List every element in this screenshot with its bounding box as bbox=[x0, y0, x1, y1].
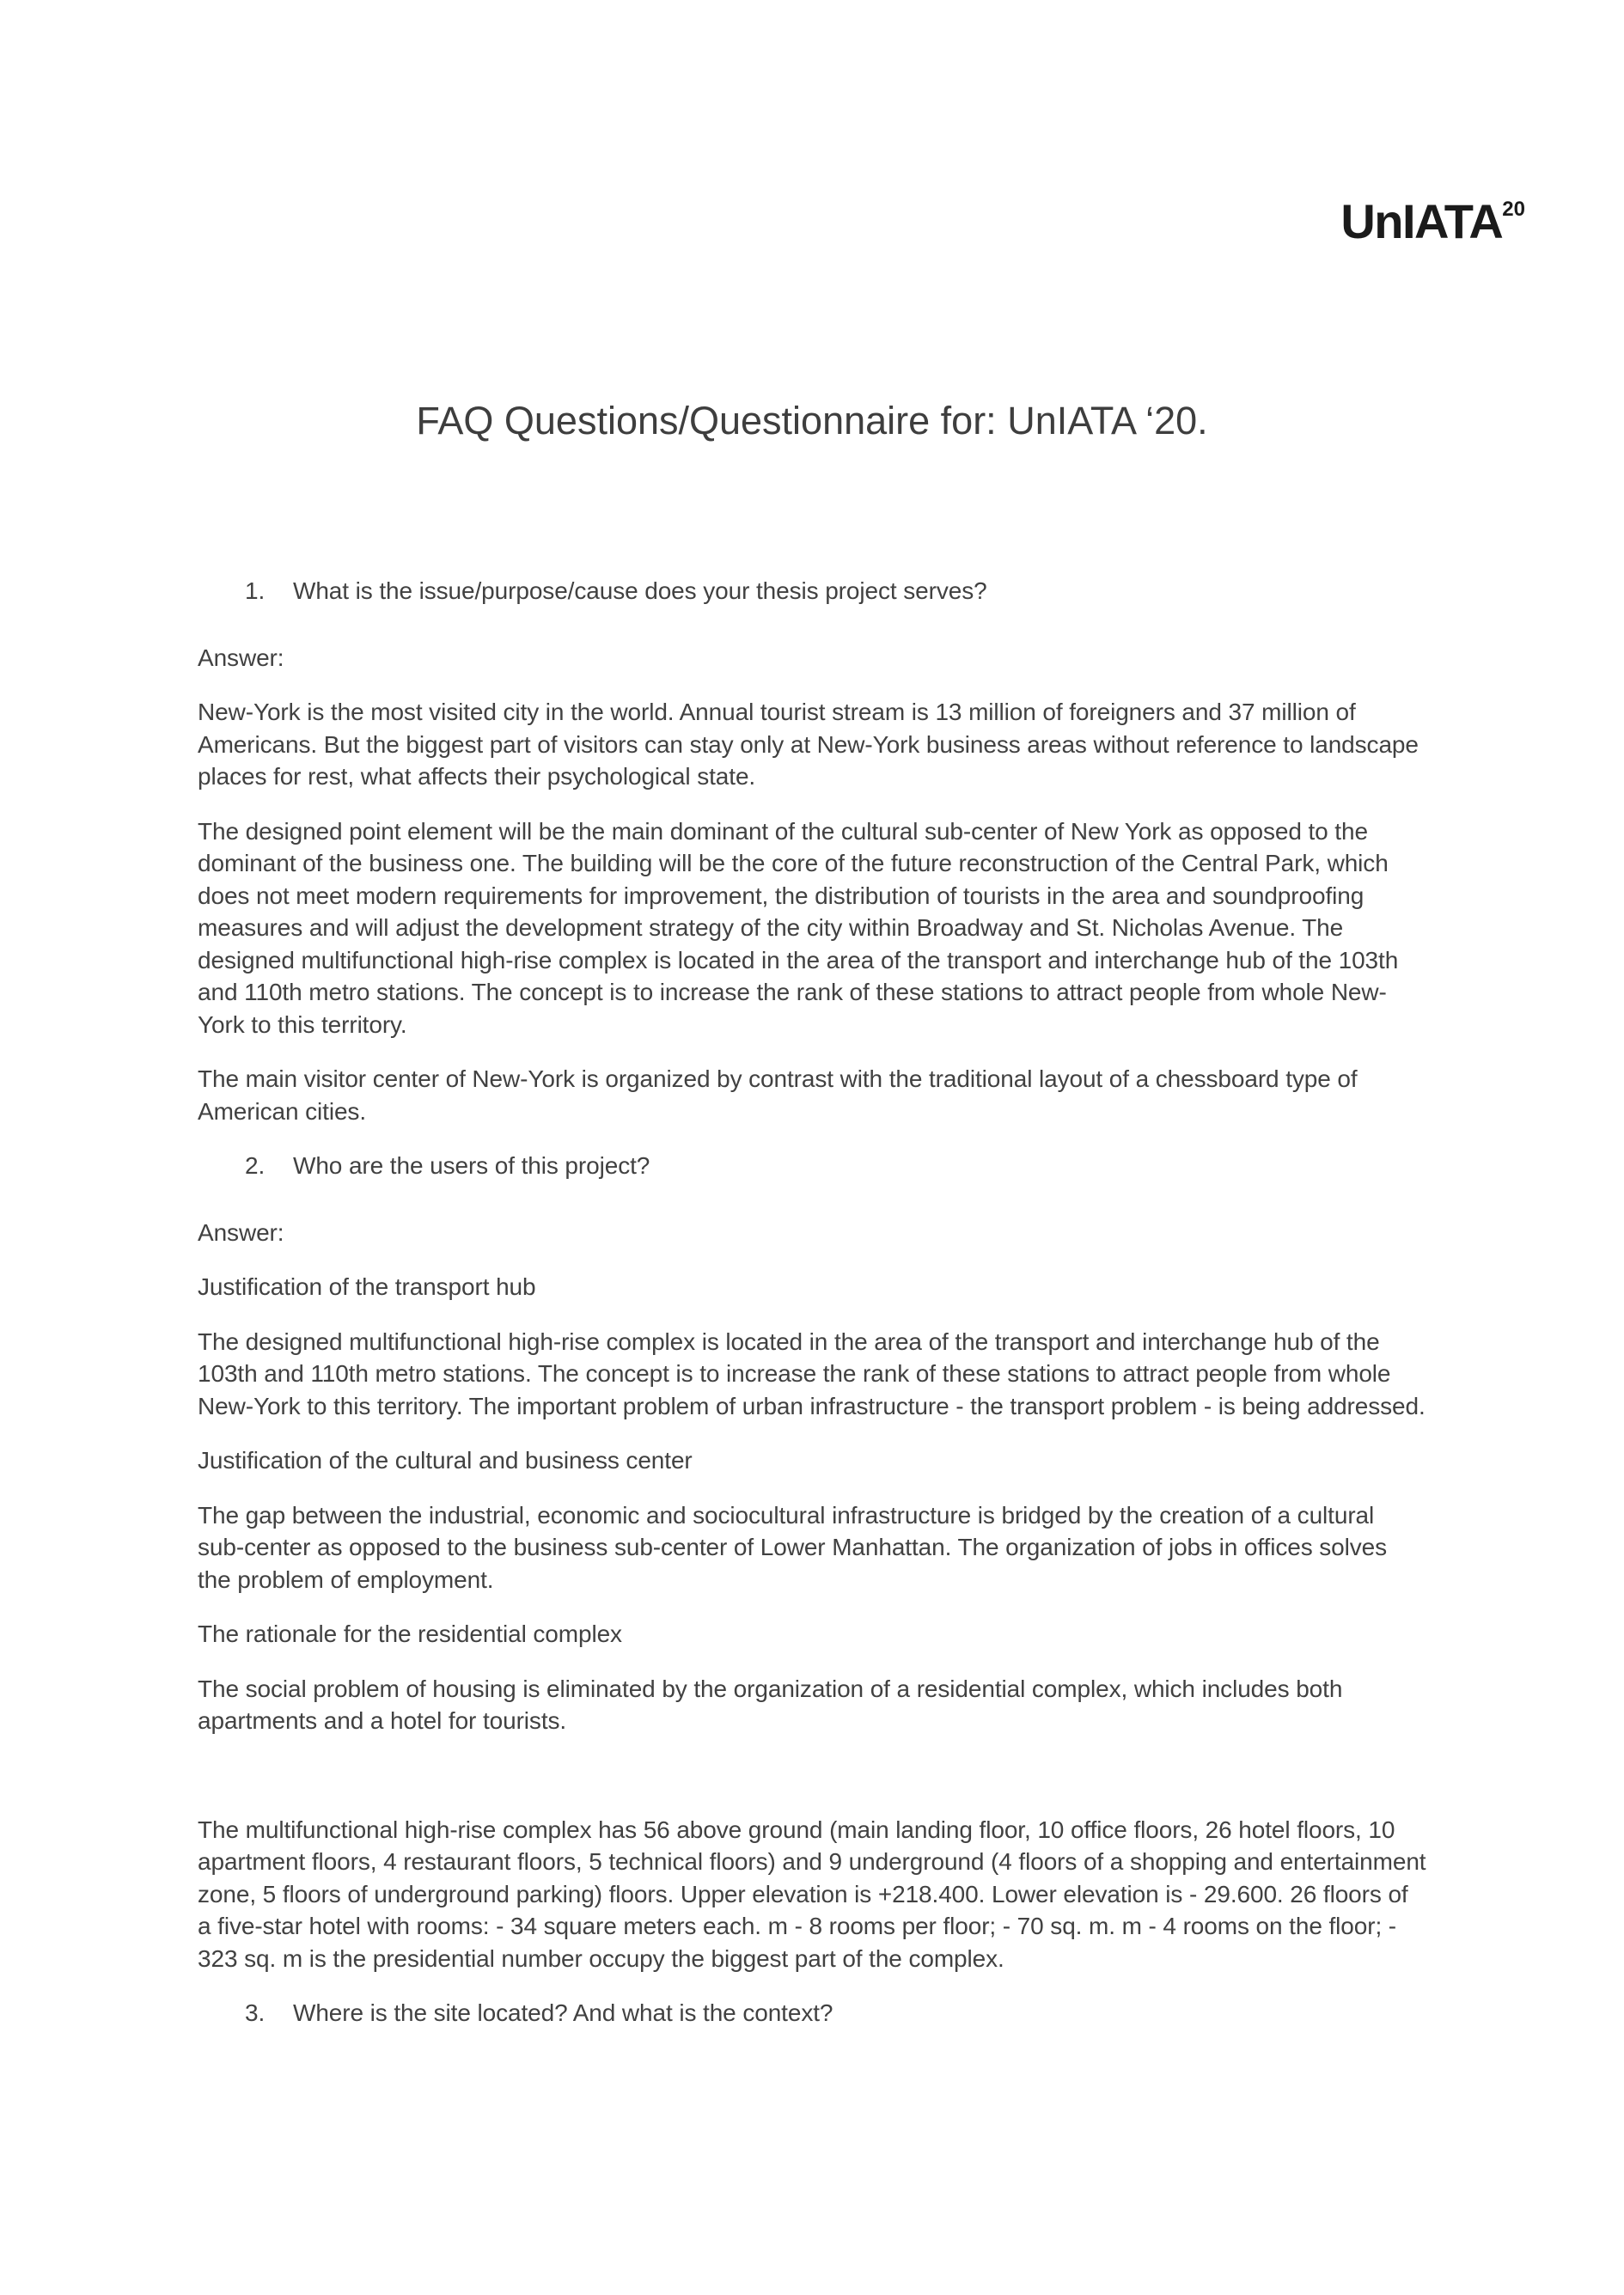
question-1-number: 1. bbox=[245, 577, 266, 604]
subheading-residential-complex: The rationale for the residential complex bbox=[198, 1621, 622, 1647]
answer-label-2: Answer: bbox=[198, 1218, 284, 1246]
logo-text: UnIATA bbox=[1340, 194, 1503, 248]
question-item-3 bbox=[198, 1997, 1426, 2029]
subheading-cultural-business-center: Justification of the cultural and business center bbox=[198, 1447, 693, 1474]
empty-line bbox=[198, 1760, 1426, 1791]
paragraph-residential-complex: The social problem of housing is eliminated by the organization of a residential complex, which includes both apartments and a hotel for tourists. bbox=[198, 1675, 1343, 1734]
question-item-1 bbox=[198, 575, 1426, 607]
logo-superscript: 20 bbox=[1502, 198, 1525, 221]
answer-label-1: Answer: bbox=[198, 644, 284, 671]
page-title: FAQ Questions/Questionnaire for: UnIATA ‘20. bbox=[416, 399, 1208, 443]
question-3-number: 3. bbox=[245, 1999, 266, 2026]
paragraph-transport-hub: The designed multifunctional high-rise complex is located in the area of the transport and interchange hub of the 103th and 110th metro stations. The concept is to increase the rank of these stations to attract people from whole New-York to this territory. The important problem of urban infrastructure - the transport problem - is being addressed. bbox=[198, 1328, 1426, 1419]
document-body bbox=[198, 575, 1426, 2029]
question-item-2 bbox=[198, 1150, 1426, 1182]
question-2-number: 2. bbox=[245, 1152, 266, 1179]
paragraph-floor-breakdown: The multifunctional high-rise complex has 56 above ground (main landing floor, 10 office floors, 26 hotel floors, 10 apartment floors, 4 restaurant floors, 5 technical floors) and 9 underground (4 floors of a shopping and entertainment zone, 5 floors of underground parking) floors. Upper elevation is +218.400. Lower elevation is - 29.600. 26 floors of a five-star hotel with rooms: - 34 square meters each. m - 8 rooms per floor; - 70 sq. m. m - 4 rooms on the floor; - 323 sq. m is the presidential number occupy the biggest part of the complex. bbox=[198, 1816, 1426, 1972]
question-1-text: What is the issue/purpose/cause does your thesis project serves? bbox=[293, 577, 987, 604]
question-3-text: Where is the site located? And what is the context? bbox=[293, 1999, 833, 2026]
subheading-transport-hub: Justification of the transport hub bbox=[198, 1273, 536, 1300]
paragraph-main-visitor-center: The main visitor center of New-York is organized by contrast with the traditional layout of a chessboard type of American cities. bbox=[198, 1065, 1358, 1125]
paragraph-cultural-business-center: The gap between the industrial, economic and sociocultural infrastructure is bridged by the creation of a cultural sub-center as opposed to the business sub-center of Lower Manhattan. The organization of jobs in offices solves the problem of employment. bbox=[198, 1501, 1388, 1593]
uniata-logo bbox=[1340, 194, 1525, 256]
question-2-text: Who are the users of this project? bbox=[293, 1152, 650, 1179]
paragraph-tourist-stream: New-York is the most visited city in the world. Annual tourist stream is 13 million of foreigners and 37 million of Americans. But the biggest part of visitors can stay only at New-York business areas without reference to landscape places for rest, what affects their psychological state. bbox=[198, 699, 1419, 790]
paragraph-designed-point-element: The designed point element will be the main dominant of the cultural sub-center of New York as opposed to the dominant of the business one. The building will be the core of the future reconstruction of the Central Park, which does not meet modern requirements for improvement, the distribution of tourists in the area and soundproofing measures and will adjust the development strategy of the city within Broadway and St. Nicholas Avenue. The designed multifunctional high-rise complex is located in the area of the transport and interchange hub of the 103th and 110th metro stations. The concept is to increase the rank of these stations to attract people from whole New-York to this territory. bbox=[198, 817, 1399, 1038]
